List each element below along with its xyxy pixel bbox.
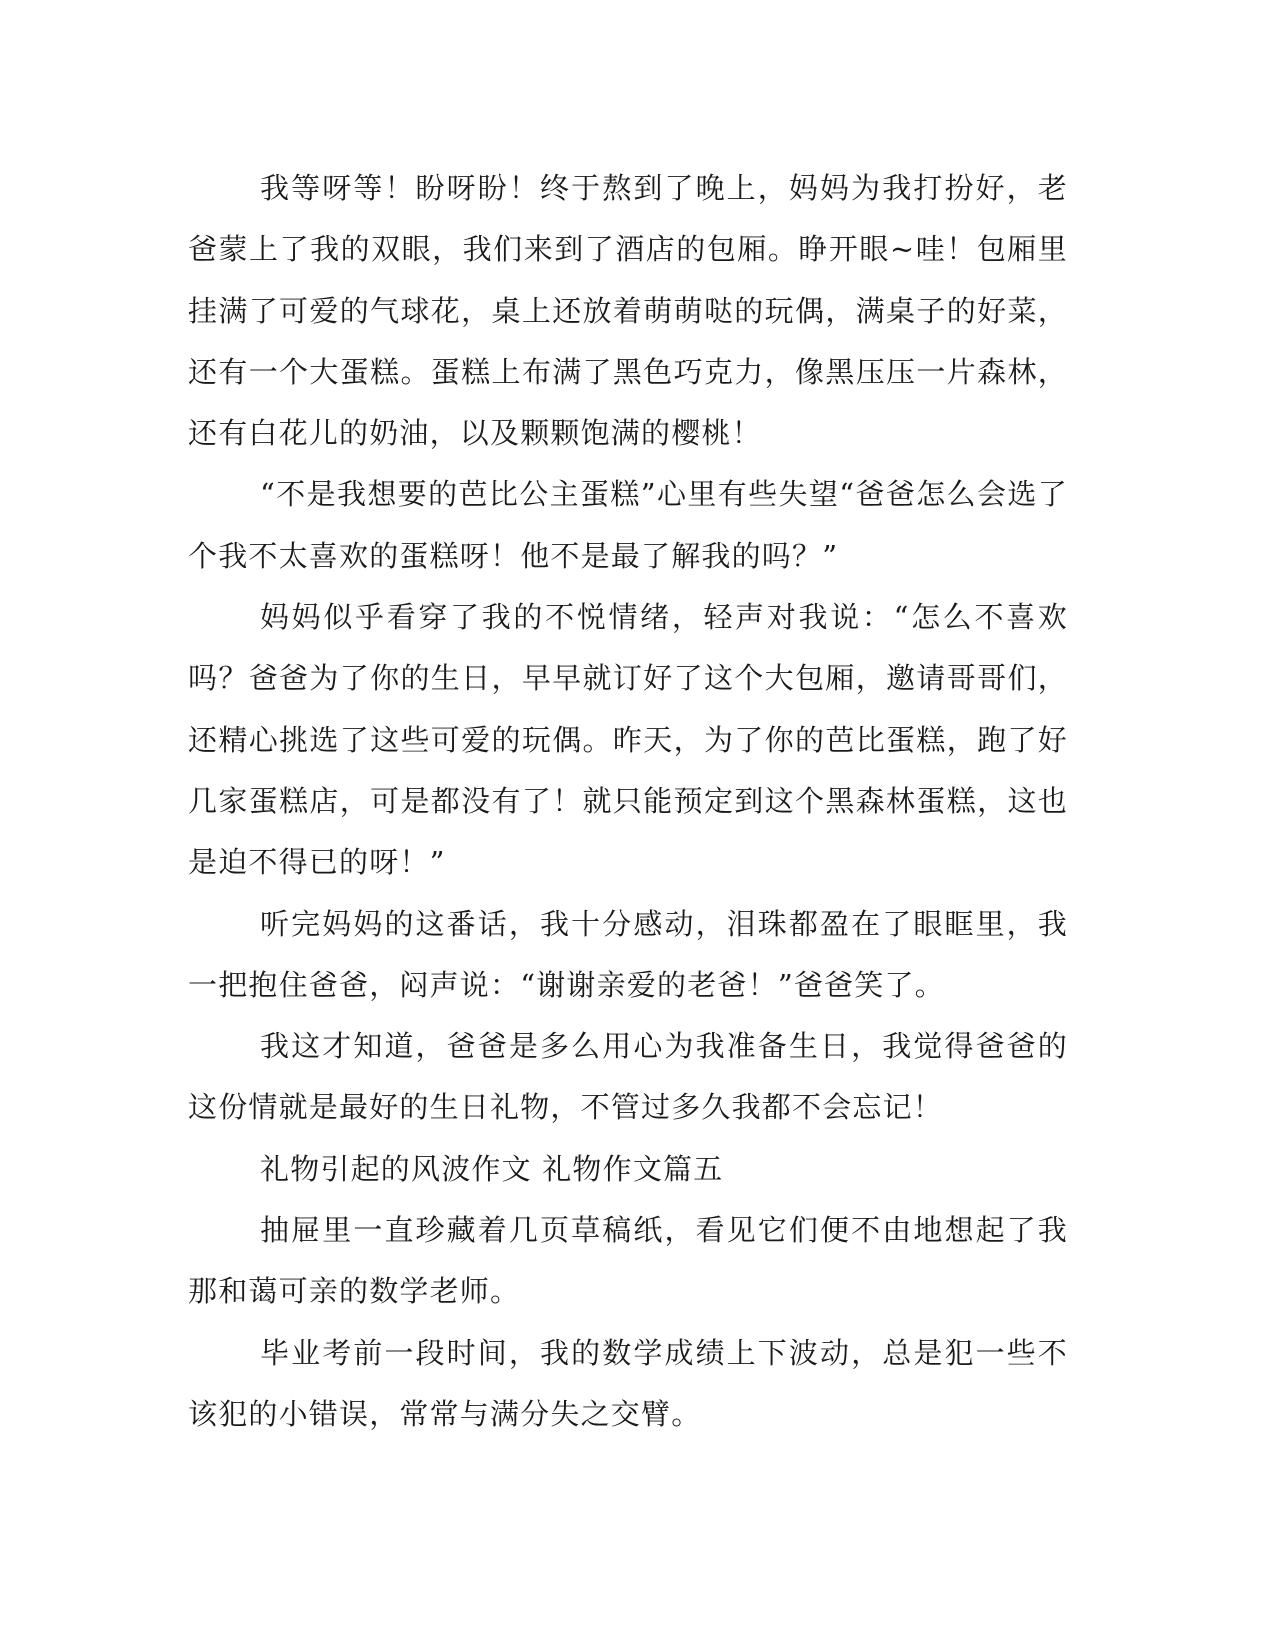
paragraph-moved: 听完妈妈的这番话，我十分感动，泪珠都盈在了眼眶里，我一把抱住爸爸，闷声说：“谢谢亲爱的老爸！”爸爸笑了。 [188,906,1068,1002]
document-body [188,158,1068,1445]
paragraph-disappointment: “不是我想要的芭比公主蛋糕”心里有些失望“爸爸怎么会选了个我不太喜欢的蛋糕呀！他不是最了解我的吗？” [188,477,1068,573]
section-title: 礼物引起的风波作文 礼物作文篇五 [260,1151,724,1186]
paragraph-exam: 毕业考前一段时间，我的数学成绩上下波动，总是犯一些不该犯的小错误，常常与满分失之交臂。 [188,1335,1068,1431]
paragraph-drawer: 抽屉里一直珍藏着几页草稿纸，看见它们便不由地想起了我那和蔼可亲的数学老师。 [188,1213,1068,1309]
paragraph-birthday-dinner: 我等呀等！盼呀盼！终于熬到了晚上，妈妈为我打扮好，老爸蒙上了我的双眼，我们来到了酒店的包厢。睁开眼~哇！包厢里挂满了可爱的气球花，桌上还放着萌萌哒的玩偶，满桌子的好菜，还有一个大蛋糕。蛋糕上布满了黑色巧克力，像黑压压一片森林，还有白花儿的奶油，以及颗颗饱满的樱桃！ [188,171,1068,451]
paragraph-mother-explains: 妈妈似乎看穿了我的不悦情绪，轻声对我说：“怎么不喜欢吗？爸爸为了你的生日，早早就订好了这个大包厢，邀请哥哥们，还精心挑选了这些可爱的玩偶。昨天，为了你的芭比蛋糕，跑了好几家蛋糕店，可是都没有了！就只能预定到这个黑森林蛋糕，这也是迫不得已的呀！” [188,600,1068,880]
paragraph-realization: 我这才知道，爸爸是多么用心为我准备生日，我觉得爸爸的这份情就是最好的生日礼物，不管过多久我都不会忘记！ [188,1029,1068,1125]
